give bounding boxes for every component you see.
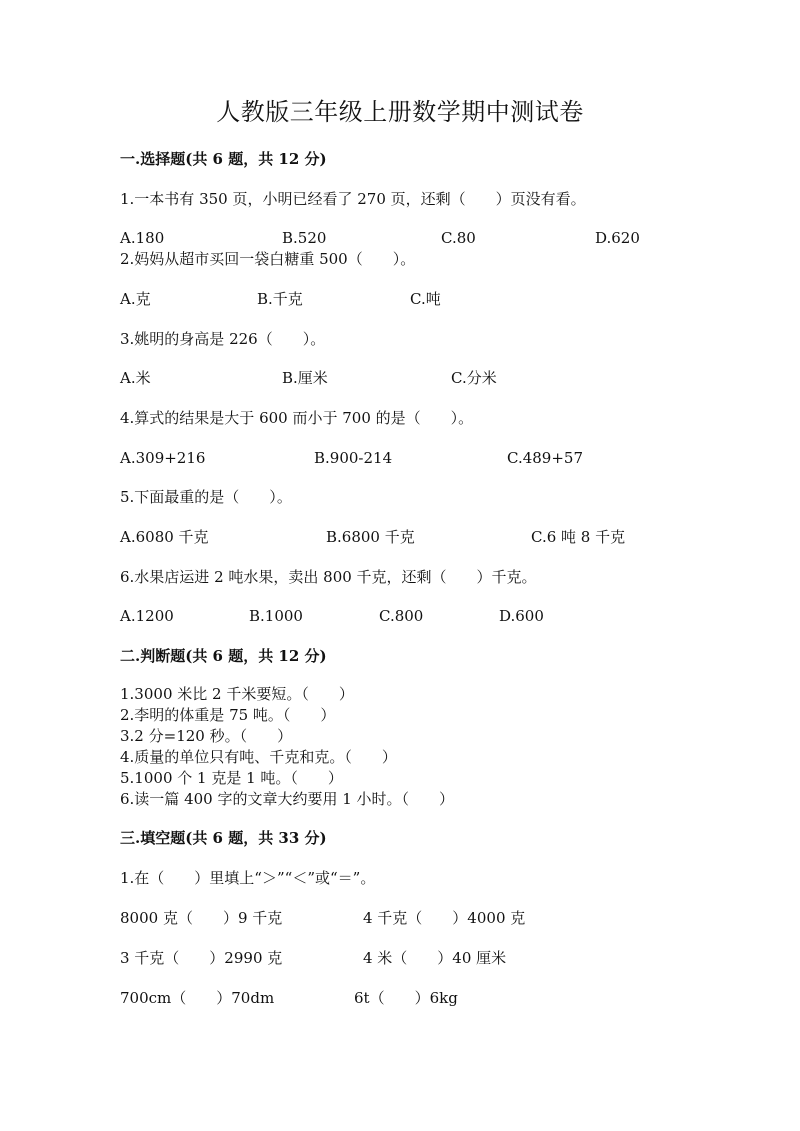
- option: C.分米: [451, 369, 497, 387]
- option: A.180: [120, 229, 165, 247]
- judgement-item: 6.读一篇 400 字的文章大约要用 1 小时。（ ）: [120, 790, 455, 808]
- judgement-item: 1.3000 米比 2 千米要短。（ ）: [120, 685, 354, 703]
- option: B.千克: [257, 290, 303, 308]
- section-heading-fill-in: 三.填空题(共 6 题，共 33 分): [120, 829, 327, 847]
- comparison-item: 8000 克（ ）9 千克: [120, 909, 283, 927]
- judgement-item: 5.1000 个 1 克是 1 吨。（ ）: [120, 769, 343, 787]
- question-text: 5.下面最重的是（ ）。: [120, 488, 292, 506]
- question-text: 6.水果店运进 2 吨水果，卖出 800 千克，还剩（ ）千克。: [120, 568, 537, 586]
- judgement-item: 4.质量的单位只有吨、千克和克。（ ）: [120, 748, 397, 766]
- question-text: 1.一本书有 350 页，小明已经看了 270 页，还剩（ ）页没有看。: [120, 190, 586, 208]
- page-title: 人教版三年级上册数学期中测试卷: [216, 98, 584, 126]
- option: C.6 吨 8 千克: [531, 528, 626, 546]
- question-text: 4.算式的结果是大于 600 而小于 700 的是（ ）。: [120, 409, 474, 427]
- option: C.80: [441, 229, 476, 247]
- option: D.600: [499, 607, 544, 625]
- option: C.489+57: [507, 449, 583, 467]
- question-text: 1.在（ ）里填上“＞”“＜”或“＝”。: [120, 869, 376, 887]
- option: B.6800 千克: [326, 528, 415, 546]
- question-text: 3.姚明的身高是 226（ ）。: [120, 330, 326, 348]
- option: D.620: [595, 229, 640, 247]
- option: C.800: [379, 607, 424, 625]
- option: A.6080 千克: [120, 528, 209, 546]
- option: A.309+216: [120, 449, 206, 467]
- option: B.1000: [249, 607, 303, 625]
- comparison-item: 4 千克（ ）4000 克: [363, 909, 526, 927]
- comparison-item: 4 米（ ）40 厘米: [363, 949, 507, 967]
- option: B.900-214: [314, 449, 393, 467]
- option: C.吨: [410, 290, 441, 308]
- option: A.克: [120, 290, 151, 308]
- comparison-item: 700cm（ ）70dm: [120, 989, 275, 1007]
- option: A.1200: [120, 607, 174, 625]
- judgement-item: 2.李明的体重是 75 吨。（ ）: [120, 706, 336, 724]
- option: B.厘米: [282, 369, 328, 387]
- question-text: 2.妈妈从超市买回一袋白糖重 500（ ）。: [120, 250, 416, 268]
- option: B.520: [282, 229, 327, 247]
- comparison-item: 6t（ ）6kg: [354, 989, 458, 1007]
- section-heading-choice: 一.选择题(共 6 题，共 12 分): [120, 150, 327, 168]
- option: A.米: [120, 369, 151, 387]
- section-heading-judgement: 二.判断题(共 6 题，共 12 分): [120, 647, 327, 665]
- comparison-item: 3 千克（ ）2990 克: [120, 949, 283, 967]
- judgement-item: 3.2 分=120 秒。（ ）: [120, 727, 293, 745]
